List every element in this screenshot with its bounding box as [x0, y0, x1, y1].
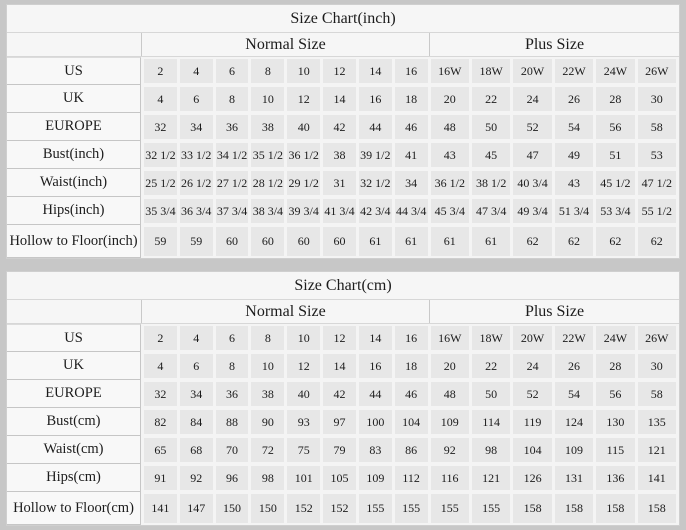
- table-cell: 49: [555, 143, 593, 167]
- table-cell: 54: [555, 382, 593, 406]
- table-cell: 33 1/2: [180, 143, 213, 167]
- table-cell: 136: [596, 466, 634, 490]
- table-cell: 4: [180, 59, 213, 83]
- table-row: [7, 57, 679, 85]
- table-cell: 50: [472, 382, 510, 406]
- table-cell: 83: [359, 438, 392, 462]
- table-cell: 22W: [555, 326, 593, 350]
- table-cell: 6: [216, 59, 249, 83]
- row-label: Hips(cm): [7, 464, 141, 492]
- table-cell: 104: [513, 438, 551, 462]
- table-cell: 47: [513, 143, 551, 167]
- table-cell: 121: [638, 438, 676, 462]
- table-cell: 8: [251, 59, 284, 83]
- table-cell: 14: [323, 354, 356, 378]
- table-cell: 24W: [596, 59, 634, 83]
- table-cell: 62: [555, 227, 593, 256]
- chart-title-inch: Size Chart(inch): [7, 5, 679, 33]
- table-cell: 158: [555, 494, 593, 523]
- row-label: Hips(inch): [7, 197, 141, 225]
- table-cell: 34 1/2: [216, 143, 249, 167]
- table-cell: 10: [251, 354, 284, 378]
- table-cell: 41: [395, 143, 428, 167]
- table-cell: 14: [359, 59, 392, 83]
- table-cell: 18: [395, 87, 428, 111]
- table-cell: 20W: [513, 59, 551, 83]
- row-label: UK: [7, 85, 141, 113]
- table-cell: 152: [323, 494, 356, 523]
- table-row: [7, 380, 679, 408]
- table-cell: 51: [596, 143, 634, 167]
- table-cell: 112: [395, 466, 428, 490]
- table-cell: 60: [323, 227, 356, 256]
- table-row: [7, 408, 679, 436]
- table-cell: 135: [638, 410, 676, 434]
- table-cell: 96: [216, 466, 249, 490]
- table-cell: 48: [431, 382, 469, 406]
- table-cell: 18W: [472, 59, 510, 83]
- table-cell: 40 3/4: [513, 171, 551, 195]
- table-cell: 41 3/4: [323, 199, 356, 223]
- table-cell: 104: [395, 410, 428, 434]
- table-cell: 62: [596, 227, 634, 256]
- table-row: [7, 85, 679, 113]
- table-cell: 30: [638, 354, 676, 378]
- table-cell: 34: [180, 115, 213, 139]
- table-cell: 39 3/4: [287, 199, 320, 223]
- table-cell: 48: [431, 115, 469, 139]
- table-cell: 24W: [596, 326, 634, 350]
- table-cell: 155: [431, 494, 469, 523]
- table-cell: 65: [144, 438, 177, 462]
- header-spacer: [7, 33, 141, 56]
- table-cell: 34: [395, 171, 428, 195]
- table-cell: 101: [287, 466, 320, 490]
- table-cell: 20W: [513, 326, 551, 350]
- table-cell: 6: [180, 354, 213, 378]
- row-label: EUROPE: [7, 113, 141, 141]
- table-row: [7, 492, 679, 525]
- table-cell: 26W: [638, 326, 676, 350]
- size-chart-inch-table: [6, 4, 680, 259]
- group-header-row: [7, 33, 679, 57]
- table-cell: 10: [287, 59, 320, 83]
- table-cell: 100: [359, 410, 392, 434]
- table-cell: 109: [431, 410, 469, 434]
- table-cell: 26 1/2: [180, 171, 213, 195]
- table-cell: 38: [251, 382, 284, 406]
- table-cell: 52: [513, 382, 551, 406]
- table-cell: 22: [472, 354, 510, 378]
- table-cell: 8: [251, 326, 284, 350]
- table-cell: 86: [395, 438, 428, 462]
- table-cell: 109: [359, 466, 392, 490]
- table-cell: 152: [287, 494, 320, 523]
- table-cell: 59: [180, 227, 213, 256]
- chart-title-cm: Size Chart(cm): [7, 272, 679, 300]
- row-label: Hollow to Floor(cm): [7, 492, 141, 525]
- table-cell: 28 1/2: [251, 171, 284, 195]
- table-cell: 114: [472, 410, 510, 434]
- table-cell: 6: [216, 326, 249, 350]
- row-label: US: [7, 57, 141, 85]
- table-cell: 38 3/4: [251, 199, 284, 223]
- table-cell: 24: [513, 354, 551, 378]
- table-cell: 40: [287, 382, 320, 406]
- table-cell: 2: [144, 326, 177, 350]
- table-cell: 26W: [638, 59, 676, 83]
- table-cell: 32 1/2: [359, 171, 392, 195]
- table-cell: 26: [555, 87, 593, 111]
- table-cell: 47 1/2: [638, 171, 676, 195]
- table-row: [7, 225, 679, 258]
- row-label: Hollow to Floor(inch): [7, 225, 141, 258]
- table-cell: 18: [395, 354, 428, 378]
- table-cell: 105: [323, 466, 356, 490]
- plus-size-header: Plus Size: [429, 33, 679, 56]
- table-cell: 82: [144, 410, 177, 434]
- table-cell: 38: [251, 115, 284, 139]
- table-row: [7, 464, 679, 492]
- table-row: [7, 197, 679, 225]
- table-cell: 68: [180, 438, 213, 462]
- table-body: [7, 57, 679, 258]
- table-cell: 8: [216, 87, 249, 111]
- table-cell: 31: [323, 171, 356, 195]
- table-cell: 43: [555, 171, 593, 195]
- table-cell: 47 3/4: [472, 199, 510, 223]
- table-cell: 51 3/4: [555, 199, 593, 223]
- table-cell: 40: [287, 115, 320, 139]
- table-cell: 30: [638, 87, 676, 111]
- table-cell: 6: [180, 87, 213, 111]
- table-cell: 44: [359, 115, 392, 139]
- table-row: [7, 352, 679, 380]
- table-cell: 4: [144, 87, 177, 111]
- table-cell: 37 3/4: [216, 199, 249, 223]
- table-cell: 16: [395, 326, 428, 350]
- row-label: Waist(inch): [7, 169, 141, 197]
- table-cell: 84: [180, 410, 213, 434]
- normal-size-header: Normal Size: [141, 300, 429, 323]
- table-cell: 130: [596, 410, 634, 434]
- table-cell: 90: [251, 410, 284, 434]
- table-cell: 53: [638, 143, 676, 167]
- table-cell: 38 1/2: [472, 171, 510, 195]
- table-cell: 52: [513, 115, 551, 139]
- table-cell: 28: [596, 354, 634, 378]
- table-cell: 59: [144, 227, 177, 256]
- table-cell: 45 1/2: [596, 171, 634, 195]
- table-cell: 61: [359, 227, 392, 256]
- table-cell: 54: [555, 115, 593, 139]
- table-cell: 36 1/2: [431, 171, 469, 195]
- table-cell: 18W: [472, 326, 510, 350]
- table-cell: 10: [287, 326, 320, 350]
- table-cell: 16: [359, 354, 392, 378]
- table-cell: 92: [180, 466, 213, 490]
- table-cell: 36: [216, 382, 249, 406]
- table-cell: 14: [359, 326, 392, 350]
- table-cell: 62: [638, 227, 676, 256]
- table-cell: 150: [251, 494, 284, 523]
- table-cell: 39 1/2: [359, 143, 392, 167]
- table-cell: 60: [216, 227, 249, 256]
- table-cell: 16: [395, 59, 428, 83]
- table-row: [7, 436, 679, 464]
- table-cell: 24: [513, 87, 551, 111]
- table-cell: 58: [638, 382, 676, 406]
- table-cell: 12: [323, 59, 356, 83]
- table-cell: 91: [144, 466, 177, 490]
- group-header-row: [7, 300, 679, 324]
- table-cell: 42 3/4: [359, 199, 392, 223]
- table-cell: 26: [555, 354, 593, 378]
- table-cell: 44 3/4: [395, 199, 428, 223]
- table-cell: 53 3/4: [596, 199, 634, 223]
- table-cell: 32 1/2: [144, 143, 177, 167]
- table-cell: 115: [596, 438, 634, 462]
- table-cell: 46: [395, 115, 428, 139]
- table-cell: 158: [513, 494, 551, 523]
- table-cell: 42: [323, 382, 356, 406]
- row-label: Bust(cm): [7, 408, 141, 436]
- table-cell: 124: [555, 410, 593, 434]
- table-cell: 49 3/4: [513, 199, 551, 223]
- table-cell: 36 3/4: [180, 199, 213, 223]
- table-cell: 98: [472, 438, 510, 462]
- table-cell: 32: [144, 115, 177, 139]
- table-body: [7, 324, 679, 525]
- table-cell: 155: [472, 494, 510, 523]
- normal-size-header: Normal Size: [141, 33, 429, 56]
- table-cell: 44: [359, 382, 392, 406]
- table-cell: 61: [431, 227, 469, 256]
- table-cell: 43: [431, 143, 469, 167]
- table-cell: 92: [431, 438, 469, 462]
- table-cell: 46: [395, 382, 428, 406]
- table-cell: 12: [287, 87, 320, 111]
- table-cell: 14: [323, 87, 356, 111]
- table-cell: 36: [216, 115, 249, 139]
- table-cell: 88: [216, 410, 249, 434]
- table-cell: 10: [251, 87, 284, 111]
- table-cell: 22W: [555, 59, 593, 83]
- table-cell: 4: [180, 326, 213, 350]
- table-cell: 16W: [431, 59, 469, 83]
- table-cell: 4: [144, 354, 177, 378]
- table-cell: 109: [555, 438, 593, 462]
- table-cell: 34: [180, 382, 213, 406]
- table-cell: 158: [638, 494, 676, 523]
- table-cell: 35 1/2: [251, 143, 284, 167]
- table-cell: 32: [144, 382, 177, 406]
- table-cell: 141: [638, 466, 676, 490]
- table-cell: 141: [144, 494, 177, 523]
- table-cell: 38: [323, 143, 356, 167]
- table-cell: 121: [472, 466, 510, 490]
- table-row: [7, 169, 679, 197]
- table-cell: 56: [596, 382, 634, 406]
- table-cell: 16: [359, 87, 392, 111]
- table-cell: 56: [596, 115, 634, 139]
- table-cell: 60: [251, 227, 284, 256]
- table-cell: 62: [513, 227, 551, 256]
- table-cell: 150: [216, 494, 249, 523]
- table-cell: 36 1/2: [287, 143, 320, 167]
- row-label: US: [7, 324, 141, 352]
- table-cell: 45 3/4: [431, 199, 469, 223]
- table-cell: 45: [472, 143, 510, 167]
- table-cell: 12: [323, 326, 356, 350]
- table-cell: 126: [513, 466, 551, 490]
- row-label: UK: [7, 352, 141, 380]
- table-cell: 27 1/2: [216, 171, 249, 195]
- table-cell: 60: [287, 227, 320, 256]
- table-cell: 155: [395, 494, 428, 523]
- table-cell: 70: [216, 438, 249, 462]
- row-label: Waist(cm): [7, 436, 141, 464]
- table-cell: 12: [287, 354, 320, 378]
- table-cell: 20: [431, 87, 469, 111]
- table-cell: 25 1/2: [144, 171, 177, 195]
- table-cell: 155: [359, 494, 392, 523]
- table-cell: 28: [596, 87, 634, 111]
- table-cell: 97: [323, 410, 356, 434]
- table-cell: 72: [251, 438, 284, 462]
- table-cell: 116: [431, 466, 469, 490]
- table-cell: 131: [555, 466, 593, 490]
- table-cell: 61: [472, 227, 510, 256]
- table-cell: 119: [513, 410, 551, 434]
- table-cell: 16W: [431, 326, 469, 350]
- table-cell: 93: [287, 410, 320, 434]
- table-row: [7, 141, 679, 169]
- table-cell: 22: [472, 87, 510, 111]
- table-row: [7, 113, 679, 141]
- table-cell: 29 1/2: [287, 171, 320, 195]
- row-label: Bust(inch): [7, 141, 141, 169]
- table-cell: 158: [596, 494, 634, 523]
- table-cell: 55 1/2: [638, 199, 676, 223]
- row-label: EUROPE: [7, 380, 141, 408]
- table-cell: 61: [395, 227, 428, 256]
- table-cell: 2: [144, 59, 177, 83]
- table-cell: 42: [323, 115, 356, 139]
- table-cell: 20: [431, 354, 469, 378]
- table-cell: 75: [287, 438, 320, 462]
- table-cell: 58: [638, 115, 676, 139]
- table-cell: 50: [472, 115, 510, 139]
- table-cell: 98: [251, 466, 284, 490]
- size-chart-cm-table: [6, 271, 680, 526]
- table-row: [7, 324, 679, 352]
- table-cell: 79: [323, 438, 356, 462]
- header-spacer: [7, 300, 141, 323]
- table-cell: 147: [180, 494, 213, 523]
- table-cell: 35 3/4: [144, 199, 177, 223]
- plus-size-header: Plus Size: [429, 300, 679, 323]
- table-cell: 8: [216, 354, 249, 378]
